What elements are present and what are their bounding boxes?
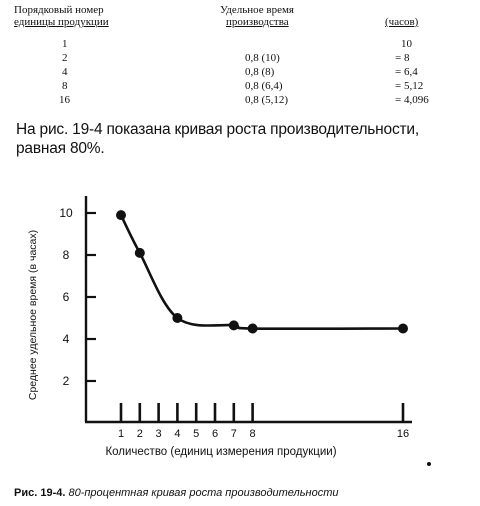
- table-cell-formula: 0,8 (8): [245, 66, 275, 78]
- column-header-time-line2: производства: [226, 16, 289, 28]
- column-header-time-line1: Удельное время: [220, 4, 294, 16]
- table-cell-formula: 0,8 (6,4): [245, 80, 283, 92]
- learning-curve-line: [121, 215, 403, 329]
- table-cell-result: = 5,12: [395, 80, 424, 92]
- stray-mark: [427, 462, 431, 466]
- x-axis-label: Количество (единиц измерения продукции): [105, 446, 337, 458]
- table-cell-result: = 8: [395, 52, 410, 64]
- figure-caption-text: 80-процентная кривая роста производительности: [68, 487, 339, 499]
- x-tick-label: 8: [249, 428, 256, 440]
- data-point: [398, 324, 408, 334]
- table-cell-unit: 1: [62, 38, 68, 50]
- y-tick-label: 8: [62, 248, 70, 262]
- x-tick-label: 4: [174, 428, 181, 440]
- figure-caption-label: Рис. 19-4.: [14, 487, 66, 499]
- column-header-unit-line1: Порядковый номер: [14, 4, 104, 16]
- table-cell-formula: 0,8 (5,12): [245, 94, 289, 106]
- body-paragraph-line1: На рис. 19-4 показана кривая роста производительности,: [16, 121, 419, 138]
- y-tick-label: 4: [62, 332, 70, 346]
- table-cell-result: = 6,4: [395, 66, 418, 78]
- x-tick-label: 16: [396, 428, 410, 440]
- x-tick-label: 7: [230, 428, 237, 440]
- x-tick-label: 1: [117, 428, 125, 440]
- table-cell-unit: 8: [62, 80, 68, 92]
- data-point: [172, 313, 182, 323]
- x-tick-label: 6: [211, 428, 219, 440]
- body-paragraph-line2: равная 80%.: [16, 140, 105, 157]
- x-tick-label: 3: [155, 428, 162, 440]
- data-point: [248, 324, 258, 334]
- column-header-unit-line2: единицы продукции: [14, 16, 109, 28]
- column-header-hours: (часов): [385, 16, 419, 28]
- table-cell-unit: 2: [62, 52, 68, 64]
- data-point: [116, 210, 126, 220]
- table-cell-formula: 0,8 (10): [245, 52, 280, 64]
- table-cell-result: = 4,096: [395, 94, 429, 106]
- x-tick-label: 5: [193, 428, 200, 440]
- table-cell-result: 10: [401, 38, 412, 50]
- y-tick-label: 2: [62, 374, 70, 388]
- figure-caption: [14, 487, 339, 499]
- y-tick-label: 6: [62, 290, 70, 304]
- table-cell-unit: 4: [62, 66, 68, 78]
- x-tick-label: 2: [136, 428, 143, 440]
- data-point: [229, 320, 239, 330]
- y-tick-label: 10: [59, 206, 73, 220]
- data-point: [135, 248, 145, 258]
- y-axis-label: Среднее удельное время (в часах): [27, 229, 39, 401]
- table-cell-unit: 16: [59, 94, 70, 106]
